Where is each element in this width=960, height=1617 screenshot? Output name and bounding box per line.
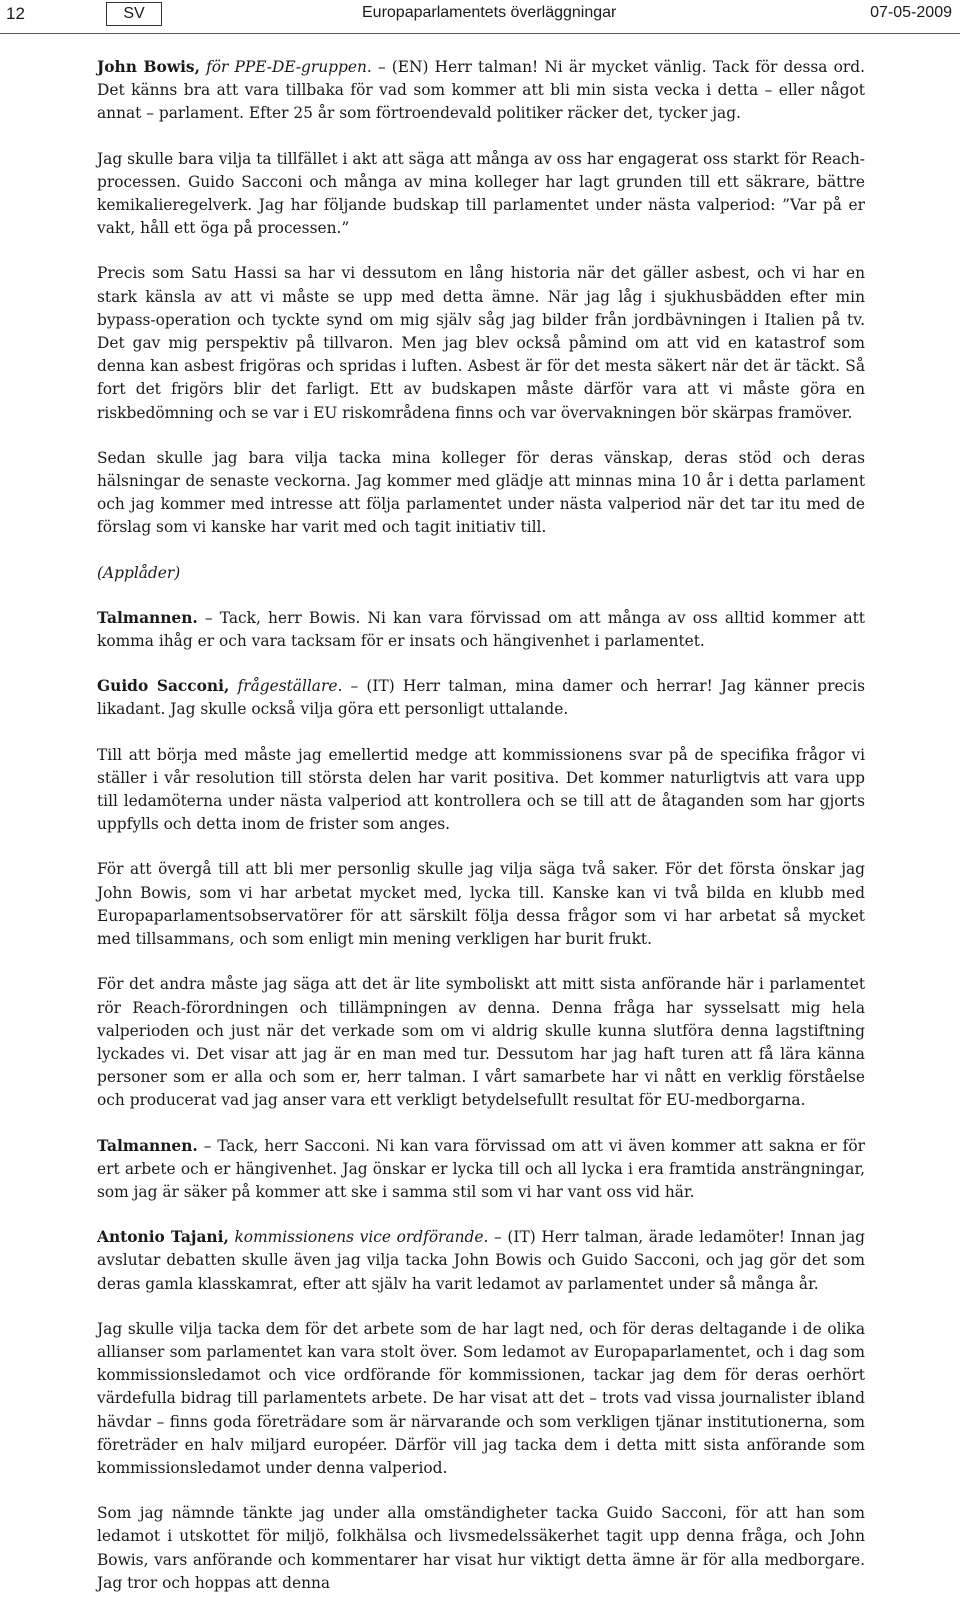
speaker-name: John Bowis, bbox=[97, 58, 200, 76]
paragraph: Till att börja med måste jag emellertid medge att kommissionens svar på de specifika frågor vi ställer i vår resolution till största delen har varit positiva. Det kommer naturligtvis att vara upp till ledamöterna under nästa valperiod att kontrollera och se till att de åtaganden som har gjorts uppfylls och detta inom de frister som anges. bbox=[97, 745, 865, 834]
paragraph-text: – (IT) Herr talman, ärade ledamöter! Innan jag avslutar debatten skulle även jag vilja tacka John Bowis och Guido Sacconi, och jag gör det som deras gamla klasskamrat, efter att själv ha varit ledamot av parlamentet under så många år. bbox=[97, 1228, 865, 1293]
speaker-name: Talmannen. bbox=[97, 1136, 198, 1155]
speaker-role: för PPE-DE-gruppen. bbox=[199, 58, 372, 76]
paragraph-president-reply bbox=[97, 1135, 865, 1205]
speaker-role: kommissionens vice ordförande. bbox=[228, 1228, 489, 1247]
paragraph-sacconi-intro bbox=[97, 675, 865, 721]
paragraph-text: – (EN) Herr talman! Ni är mycket vänlig. Tack för dessa ord. Det känns bra att vara tillbaka för vad som kommer att bli min sista vecka i detta – eller något annat – parlament. Efter 25 år som förtroendevald politiker räcker det, tycker jag. bbox=[97, 58, 865, 123]
paragraph: Jag skulle vilja tacka dem för det arbete som de har lagt ned, och för deras deltagande i de olika allianser som parlamentet kan vara stolt över. Som ledamot av Europaparlamentet, och i dag som kommissionsledamot och vice ordförande för kommissionen, tackar jag dem för deras oerhört värdefulla bidrag till parlamentets arbete. De har visat att det – trots vad vissa journalister ibland hävdar – finns goda företrädare som är närvarande och som verkligen tjänar institutionerna, som företräder en halv miljard européer. Därför vill jag tacka dem i detta mitt sista anförande som kommissionsledamot under denna valperiod. bbox=[97, 1319, 865, 1477]
page-body bbox=[97, 56, 865, 1617]
header-divider bbox=[0, 33, 960, 34]
document-date: 07-05-2009 bbox=[870, 4, 952, 21]
paragraph-bowis-intro bbox=[97, 56, 865, 126]
paragraph: För det andra måste jag säga att det är lite symboliskt att mitt sista anförande här i parlamentet rör Reach-förordningen och tillämpningen av denna. Denna fråga har sysselsatt mig hela valperioden och just när det verkade som om vi aldrig skulle kunna slutföra denna lagstiftning lyckades vi. Det visar att jag är en man med tur. Dessutom har jag haft turen att få lära känna personer som er alla och som er, herr talman. I vårt samarbete har vi nått en verklig förståelse och producerat vad jag anser vara ett verkligt betydelsefullt resultat för EU-medborgarna. bbox=[97, 975, 865, 1110]
paragraph-text: – Tack, herr Bowis. Ni kan vara förvissad om att många av oss alltid kommer att komma ihåg er och vara tacksam för er insats och hängivenhet i parlamentet. bbox=[97, 608, 865, 651]
paragraph: Precis som Satu Hassi sa har vi dessutom en lång historia när det gäller asbest, och vi har en stark känsla av att vi måste se upp med detta ämne. När jag låg i sjukhusbädden efter min bypass-operation och tyckte synd om mig själv såg jag bilder från jordbävningen i Italien på tv. Det gav mig perspektiv på tillvaron. Men jag blev också påmind om att vid en katastrof som denna kan asbest frigöras och spridas i luften. Asbest är för det mesta säkert när det är täckt. Så fort det frigörs blir det farligt. Ett av budskapen måste därför vara att vi måste göra en riskbedömning och se var i EU riskområdena finns och var övervakningen bör skärpas framöver. bbox=[97, 264, 865, 422]
language-badge: SV bbox=[106, 2, 162, 26]
paragraph-text: – Tack, herr Sacconi. Ni kan vara förvissad om att vi även kommer att sakna er för ert arbete och er hängivenhet. Jag önskar er lycka till och all lycka i era framtida ansträngningar, som jag är säker på kommer att ske i samma stil som vi har vant oss vid här. bbox=[97, 1136, 865, 1201]
paragraph: Som jag nämnde tänkte jag under alla omständigheter tacka Guido Sacconi, för att han som ledamot i utskottet för miljö, folkhälsa och livsmedelssäkerhet tagit upp denna fråga, och John Bowis, vars anförande och kommentarer har visat hur viktigt detta ämne är för alla medborgare. Jag tror och hoppas att denna bbox=[97, 1504, 865, 1592]
speaker-name: Talmannen. bbox=[97, 608, 198, 627]
paragraph: För att övergå till att bli mer personlig skulle jag vilja säga två saker. För det första önskar jag John Bowis, som vi har arbetat mycket med, lycka till. Kanske kan vi två bilda en klubb med Europaparlamentsobservatörer för att särskilt följa dessa frågor som vi har arbetat så mycket med tillsammans, och som enligt min mening verkligen har burit frukt. bbox=[97, 860, 865, 949]
applause-note: (Applåder) bbox=[97, 563, 181, 582]
paragraph-text: – (IT) Herr talman, mina damer och herrar! Jag känner precis likadant. Jag skulle också vilja göra ett personligt uttalande. bbox=[97, 677, 866, 719]
paragraph: Sedan skulle jag bara vilja tacka mina kolleger för deras vänskap, deras stöd och deras hälsningar de senaste veckorna. Jag kommer med glädje att minnas mina 10 år i detta parlament och jag kommer med intresse att följa parlamentet under nästa valperiod när det tar itu med de förslag som vi kanske har varit med och tagit initiativ till. bbox=[97, 448, 865, 537]
paragraph-president-reply bbox=[97, 607, 865, 653]
page-number: 12 bbox=[6, 4, 25, 23]
page-header bbox=[0, 0, 960, 34]
document-title: Europaparlamentets överläggningar bbox=[362, 4, 617, 21]
speaker-name: Guido Sacconi, bbox=[97, 677, 230, 696]
paragraph-tajani-intro bbox=[97, 1226, 865, 1296]
paragraph: Jag skulle bara vilja ta tillfället i akt att säga att många av oss har engagerat oss starkt för Reach-processen. Guido Sacconi och många av mina kolleger har lagt grunden till ett säkrare, bättre kemikalieregelverk. Jag har följande budskap till parlamentet under nästa valperiod: ”Var på er vakt, håll ett öga på processen.” bbox=[97, 149, 865, 238]
speaker-role: frågeställare. bbox=[229, 677, 343, 696]
speaker-name: Antonio Tajani, bbox=[97, 1228, 229, 1247]
